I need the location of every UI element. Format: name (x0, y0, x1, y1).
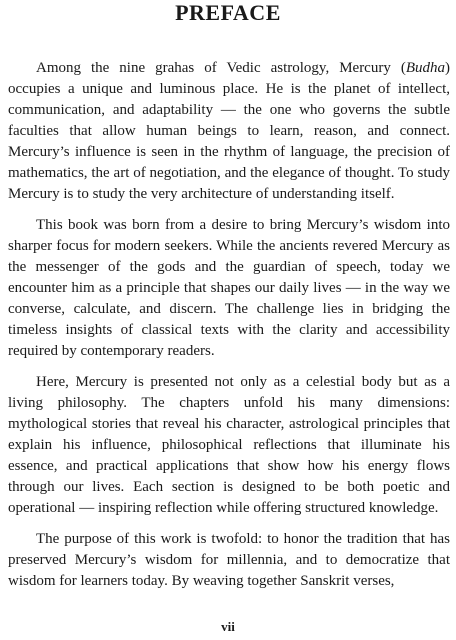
paragraph-4: The purpose of this work is twofold: to honor the tradition that has preserved Mercury’s wisdom for millennia, and to democratize that wisdom for learners today. By weaving together Sanskrit verses, (8, 531, 450, 589)
paragraph-1-before: Among the nine grahas of Vedic astrology, Mercury ( (36, 60, 406, 76)
page-number: vii (221, 619, 235, 634)
paragraph-1 (8, 58, 450, 205)
page-title: PREFACE (175, 0, 281, 25)
paragraph-1-italic: Budha (405, 60, 445, 76)
paragraph-1-after: ) occupies a unique and luminous place. He is the planet of intellect, communication, and adaptability — the one who governs the subtle faculties that allow human beings to learn, reason, and connect. Mercury’s influence is seen in the rhythm of language, the precision of mathematics, the art of negotiation, and the elegance of thought. To study Mercury is to study the very architecture of understanding itself. (8, 60, 450, 202)
preface-body (8, 58, 450, 592)
paragraph-3: Here, Mercury is presented not only as a celestial body but as a living philosophy. The chapters unfold his many dimensions: mythological stories that reveal his character, astrological principles that explain his influence, philosophical reflections that illuminate his essence, and practical applications that show how his energy flows through our lives. Each section is designed to be both poetic and operational — inspiring reflection while offering structured knowledge. (8, 374, 450, 516)
paragraph-2: This book was born from a desire to bring Mercury’s wisdom into sharper focus for modern seekers. While the ancients revered Mercury as the messenger of the gods and the guardian of speech, today we encounter him as a principle that shapes our daily lives — in the way we converse, calculate, and discern. The challenge lies in bridging the timeless insights of classical texts with the clarity and accessibility required by contemporary readers. (8, 217, 450, 359)
